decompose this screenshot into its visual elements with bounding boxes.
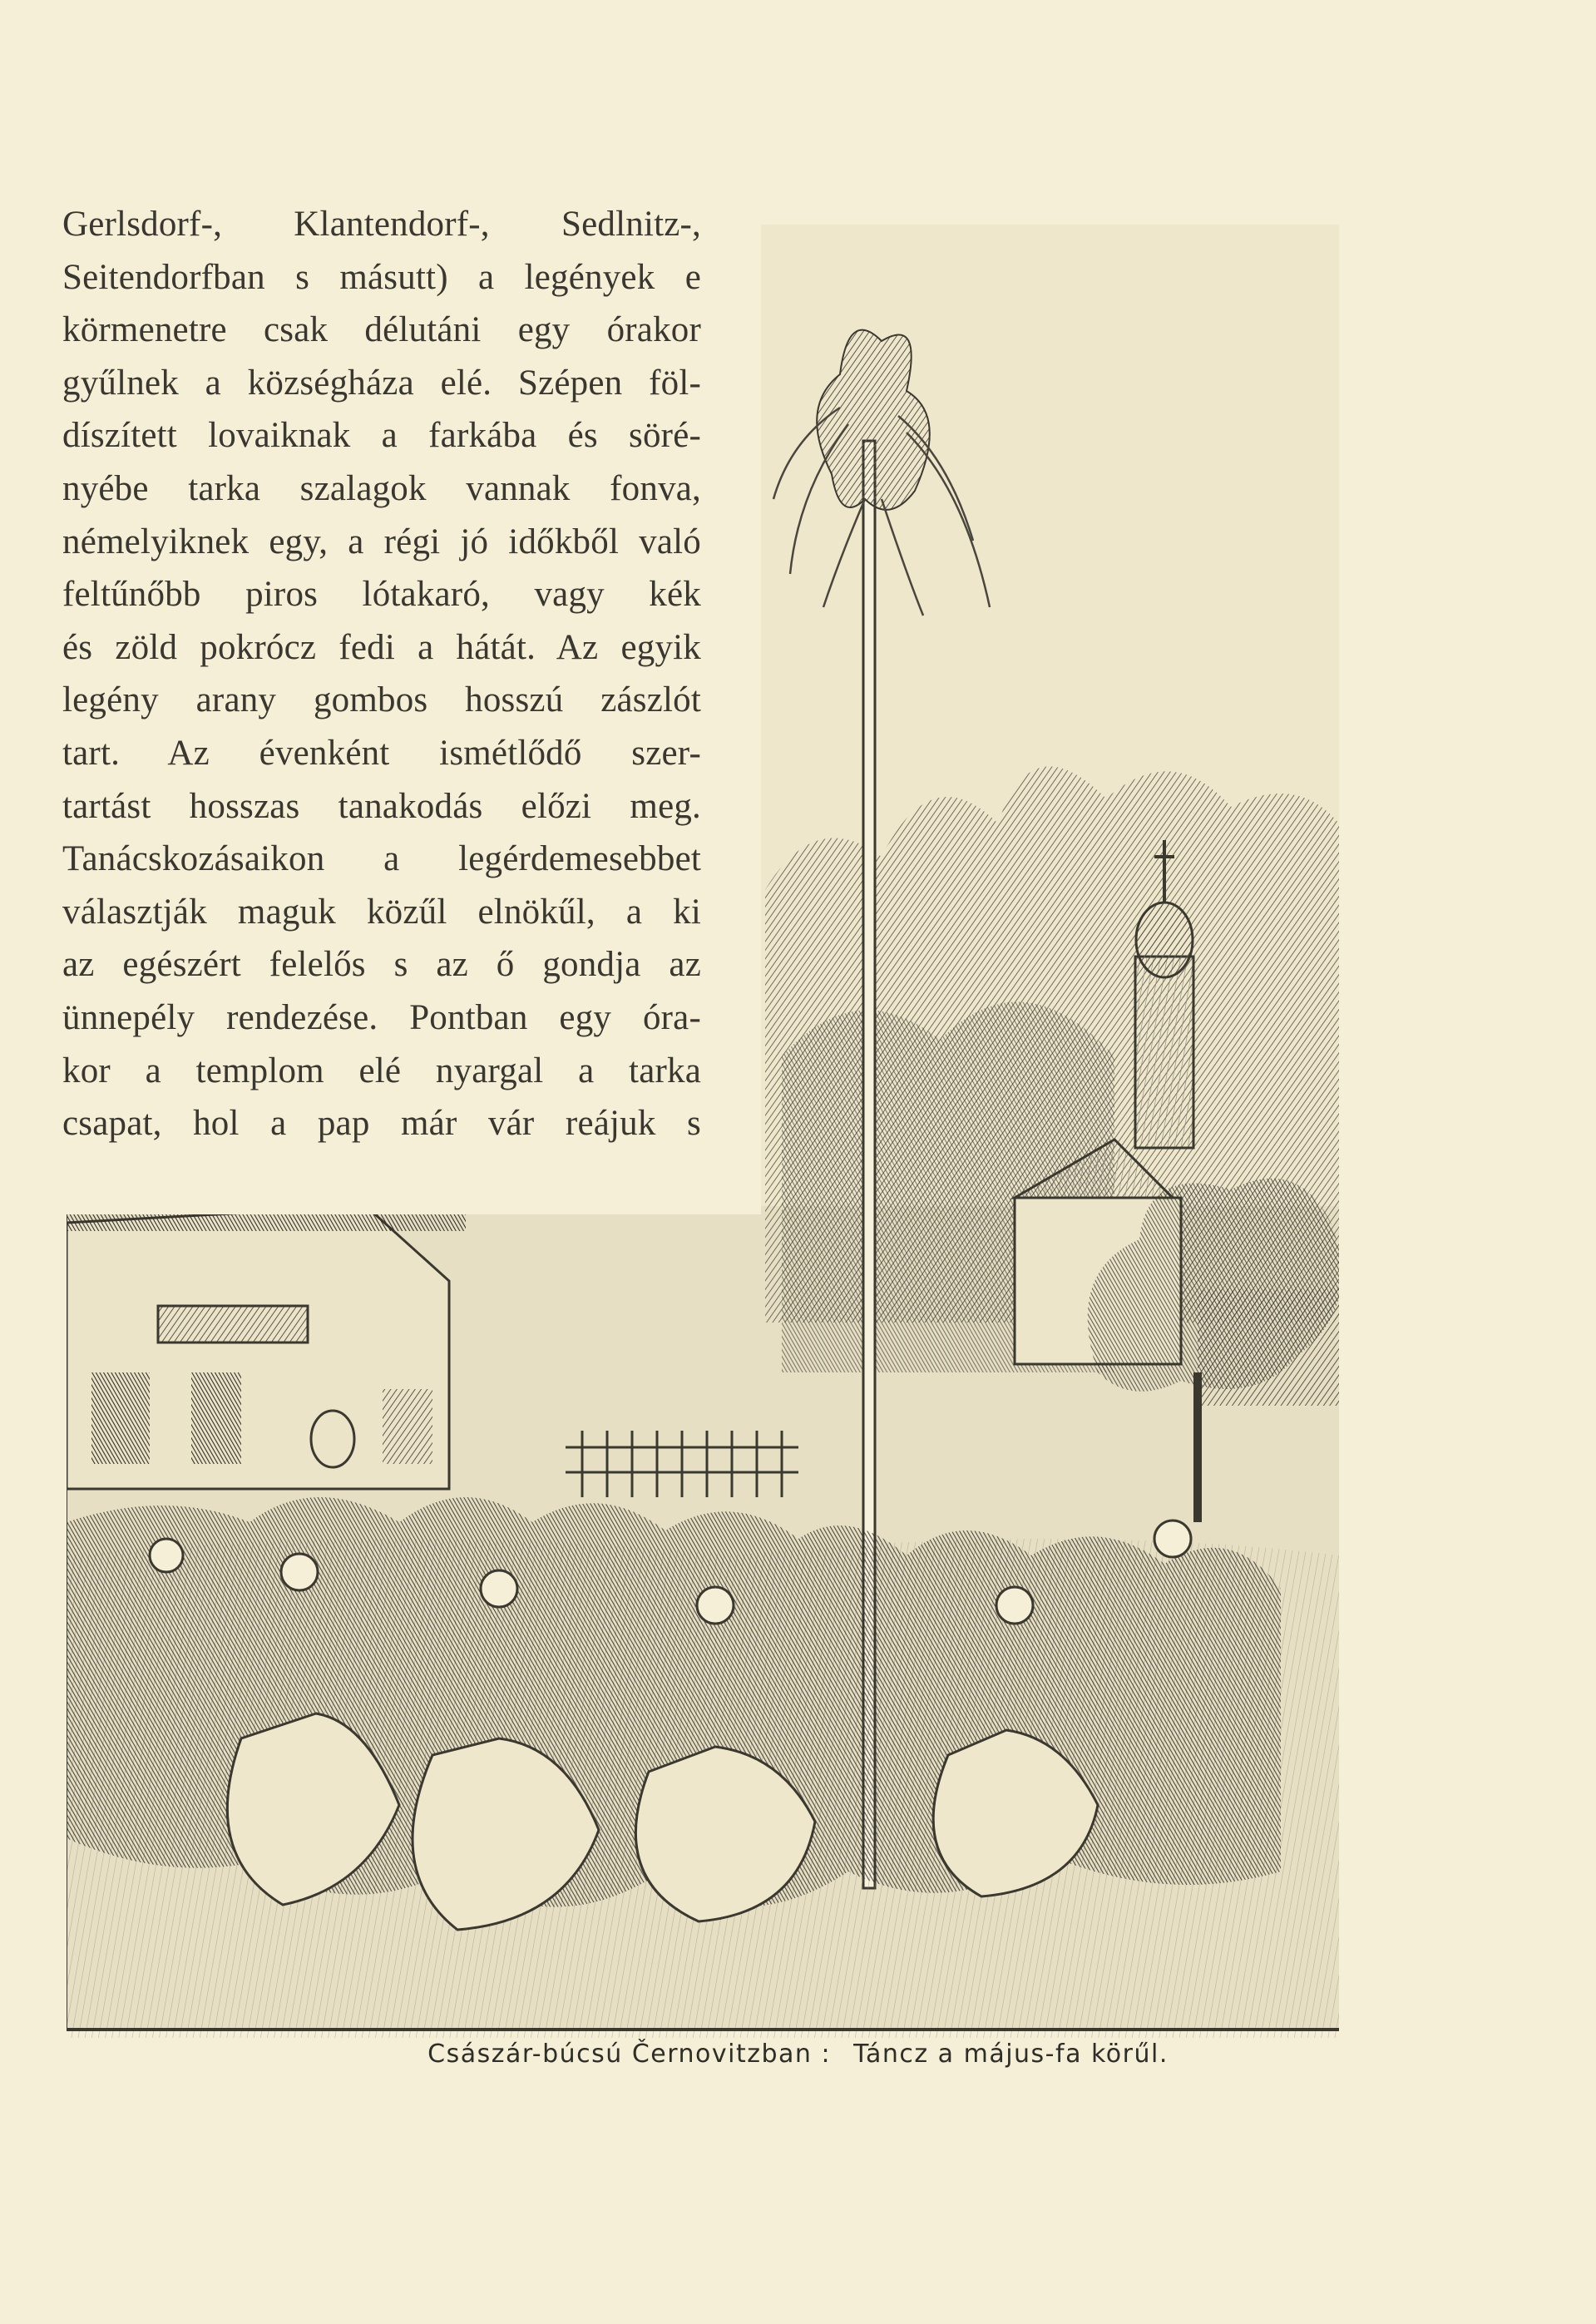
text-line: körmenetre csak délutáni egy órakor <box>62 310 701 350</box>
caption-left: Császár-búcsú Černovitzban : <box>427 2040 832 2069</box>
text-line: nyébe tarka szalagok vannak fonva, <box>62 468 701 508</box>
text-line: választják maguk közűl elnökűl, a ki <box>62 892 701 932</box>
text-line: feltűnőbb piros lótakaró, vagy kék <box>62 575 701 615</box>
text-line: az egészért felelős s az ő gondja az <box>62 945 701 985</box>
figure-caption <box>0 2040 1596 2069</box>
text-line: Seitendorfban s másutt) a legények e <box>62 257 701 297</box>
body-text <box>62 198 701 1150</box>
text-line: díszített lovaiknak a farkába és söré- <box>62 416 701 456</box>
text-line: gyűlnek a községháza elé. Szépen föl- <box>62 363 701 403</box>
text-line: némelyiknek egy, a régi jó időkből való <box>62 522 701 561</box>
text-line: Tanácskozásaikon a legérdemesebbet <box>62 839 701 879</box>
text-line: csapat, hol a pap már vár reájuk s <box>62 1104 701 1144</box>
text-line: és zöld pokrócz fedi a hátát. Az egyik <box>62 627 701 667</box>
text-line: kor a templom elé nyargal a tarka <box>62 1051 701 1090</box>
text-line: ünnepély rendezése. Pontban egy óra- <box>62 997 701 1037</box>
caption-right: Táncz a május-fa körűl. <box>853 2040 1169 2069</box>
text-line: tartást hosszas tanakodás előzi meg. <box>62 786 701 826</box>
text-line: tart. Az évenként ismétlődő szer- <box>62 733 701 773</box>
text-line: Gerlsdorf-, Klantendorf-, Sedlnitz-, <box>62 205 701 244</box>
text-line: legény arany gombos hosszú zászlót <box>62 680 701 720</box>
